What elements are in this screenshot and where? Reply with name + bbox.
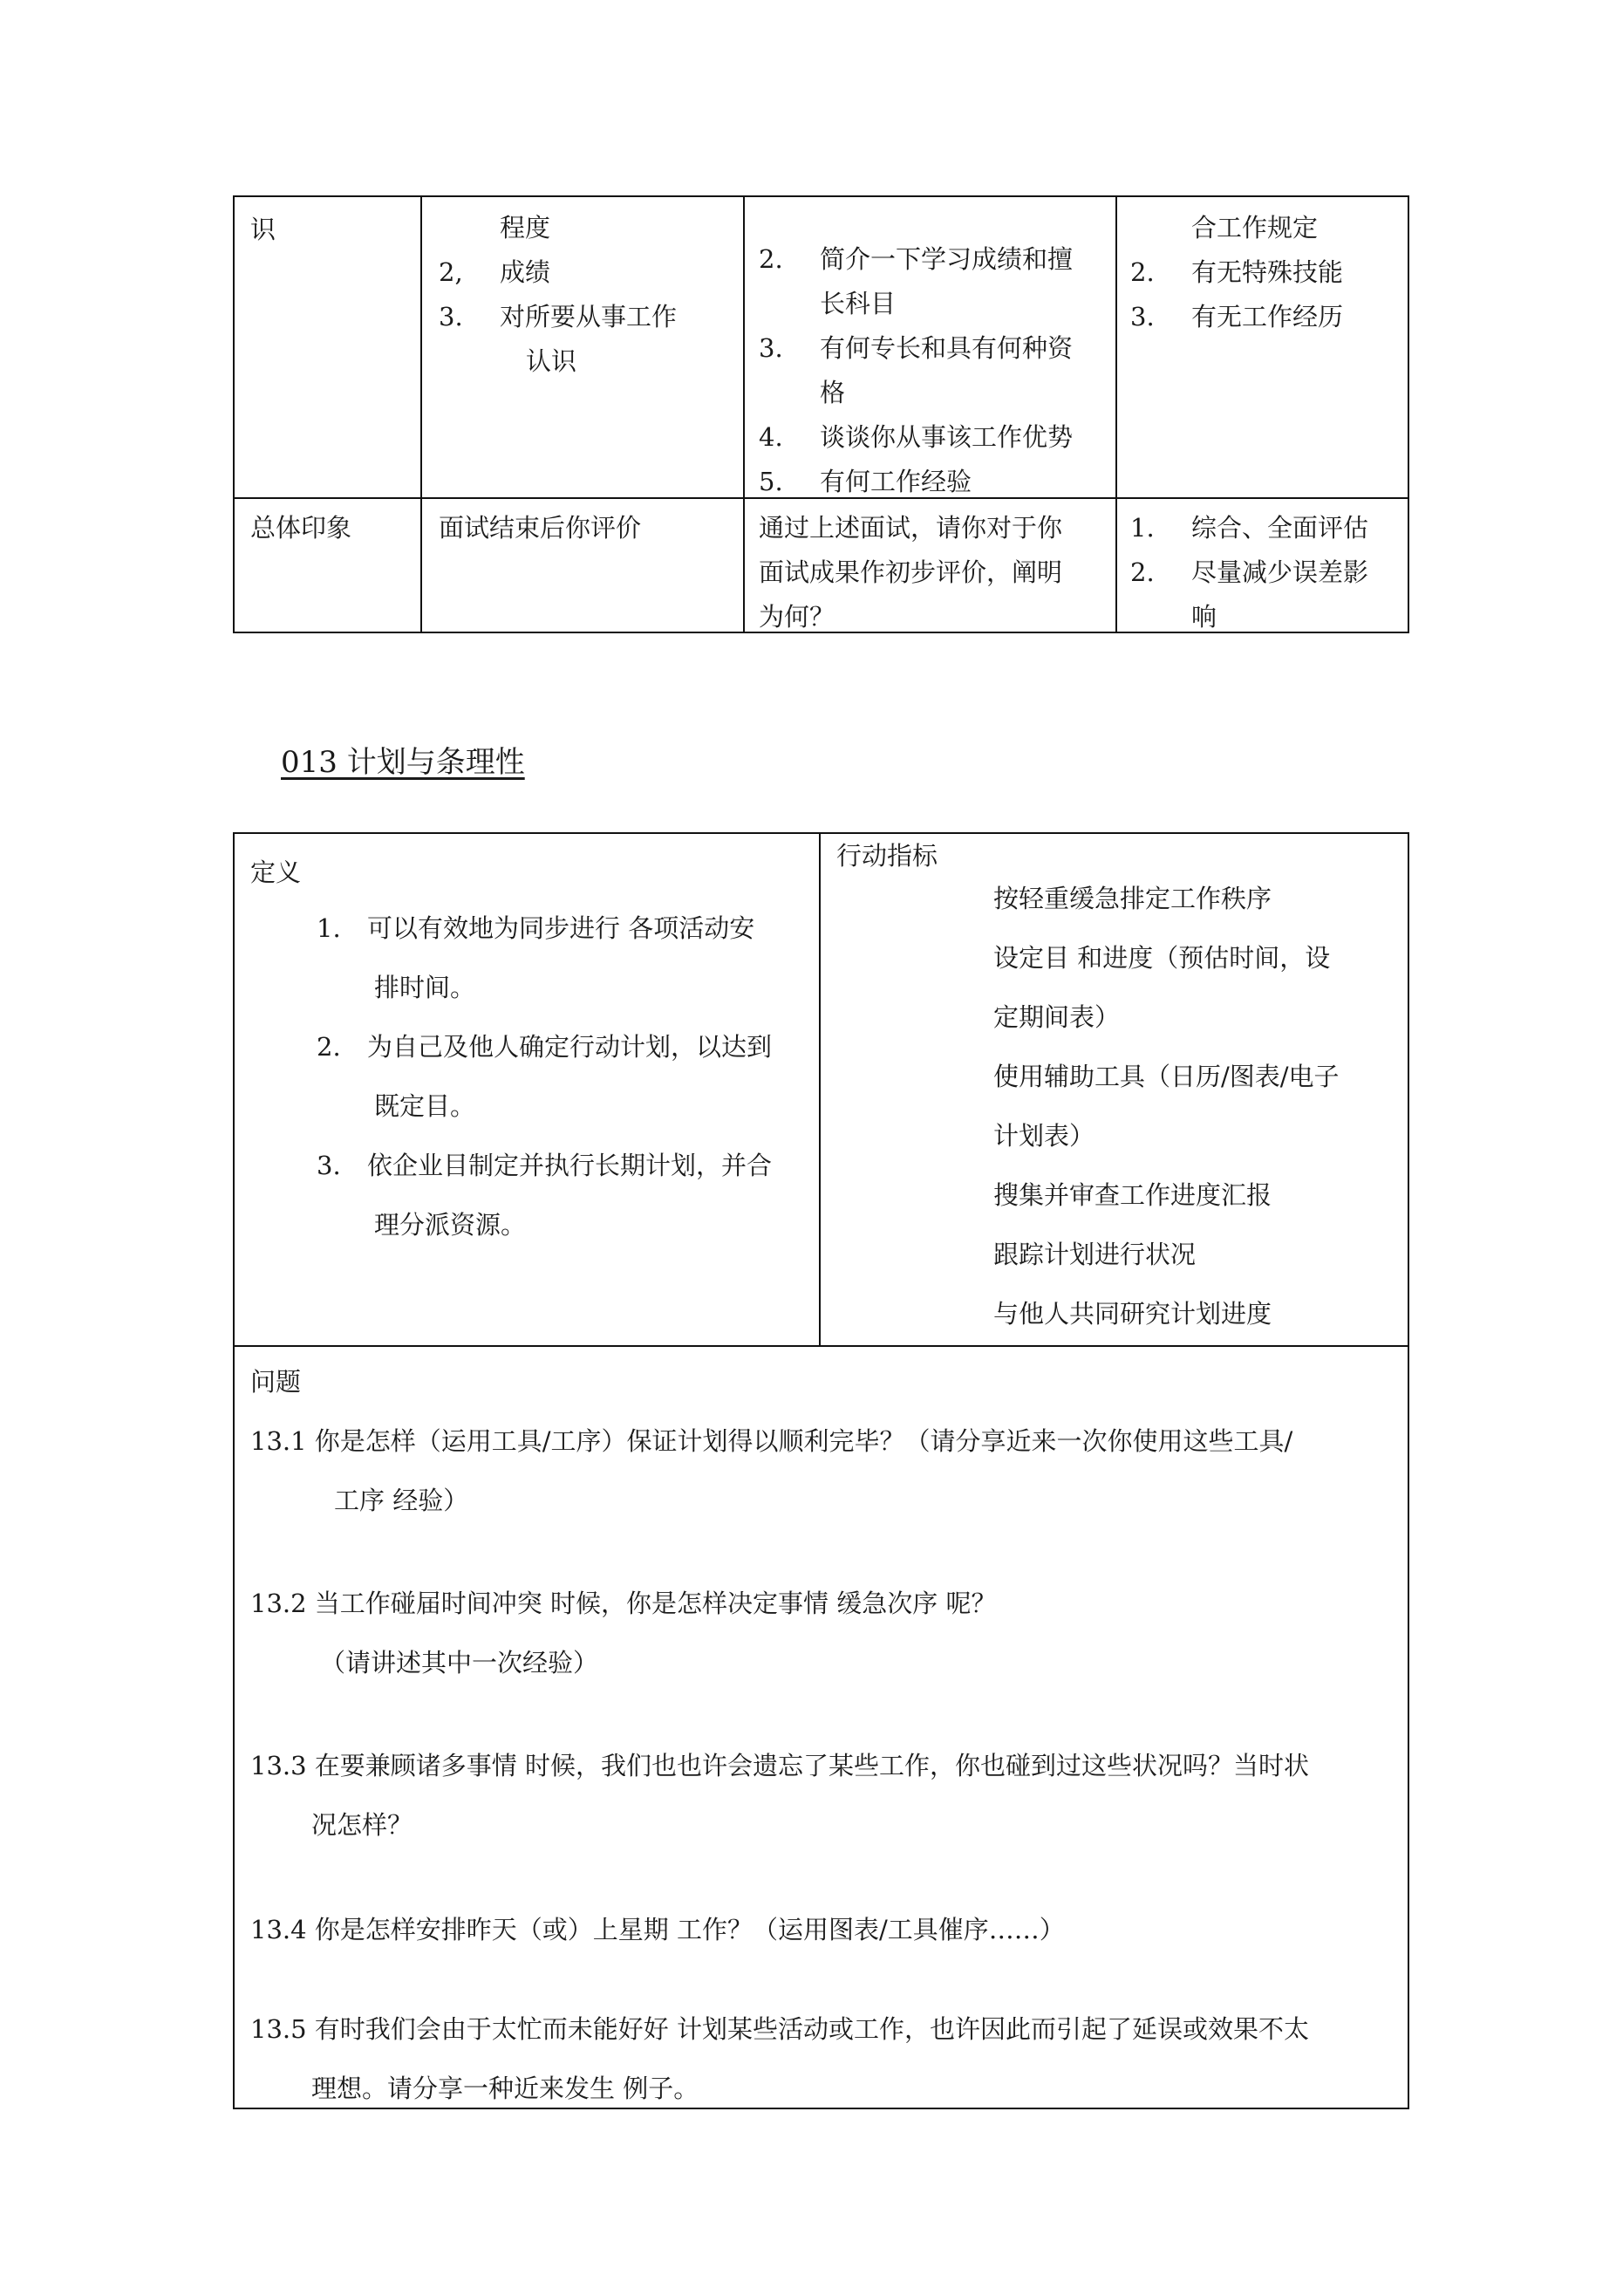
row2-col2: 面试结束后你评价: [439, 513, 642, 543]
item-number: 2.: [1130, 257, 1155, 287]
question-item: [250, 1736, 1401, 1855]
action-line: 计划表）: [993, 1121, 1095, 1151]
item-number: 1.: [1130, 513, 1155, 543]
row1-col2-lead: 程度: [500, 213, 551, 243]
row2-col1: 总体印象: [250, 513, 352, 543]
item-number: 3.: [1130, 302, 1155, 331]
question-item: [250, 1574, 1401, 1692]
question-text: 13.1 你是怎样（运用工具/工序）保证计划得以顺利完毕？（请分享近来一次你使用这些工具/: [250, 1426, 1293, 1456]
action-line: 按轻重缓急排定工作秩序: [993, 884, 1272, 913]
item-text: 依企业目制定并执行长期计划，并合: [367, 1151, 773, 1180]
row2-col3: [759, 506, 1108, 639]
item-text: 为自己及他人确定行动计划，以达到: [367, 1032, 773, 1062]
question-continuation: 况怎样？: [311, 1810, 413, 1840]
item-number: 2.: [1130, 557, 1155, 587]
action-line: 与他人共同研究计划进度: [993, 1299, 1272, 1329]
list-item: [1130, 250, 1401, 295]
text-line: 为何？: [759, 602, 835, 632]
list-item: [1130, 295, 1401, 339]
item-text: 成绩: [500, 257, 551, 287]
action-line: 搜集并审查工作进度汇报: [993, 1180, 1272, 1210]
item-continuation: 排时间。: [374, 973, 476, 1002]
question-text: 13.2 当工作碰届时间冲突 时候，你是怎样决定事情 缓急次序 呢？: [250, 1589, 997, 1618]
question-continuation: （请讲述其中一次经验）: [320, 1648, 599, 1678]
item-number: 5.: [759, 467, 783, 496]
list-item: [759, 460, 1108, 504]
action-line: 使用辅助工具（日历/图表/电子: [993, 1062, 1340, 1091]
item-continuation: 既定目。: [374, 1091, 476, 1121]
item-text: 有无特殊技能: [1191, 257, 1344, 287]
column-divider: [1115, 197, 1117, 632]
list-item: [759, 326, 1108, 415]
list-item: [759, 237, 1108, 326]
question-item: [250, 1999, 1401, 2118]
list-item: [317, 1136, 822, 1254]
question-item: [250, 1900, 1401, 1959]
definition-label: 定义: [250, 858, 302, 887]
item-text: 可以有效地为同步进行 各项活动安: [367, 913, 755, 943]
item-text: 对所要从事工作: [500, 302, 678, 331]
item-text: 谈谈你从事该工作优势: [820, 422, 1074, 452]
item-continuation: 长科目: [820, 289, 897, 318]
list-item: [439, 295, 735, 384]
column-divider: [420, 197, 422, 632]
row1-col3: [759, 237, 1108, 504]
row2-col4: [1130, 506, 1401, 639]
item-text: 有何专长和具有何种资: [820, 333, 1074, 363]
item-continuation: 响: [1191, 602, 1217, 632]
item-number: 2.: [317, 1032, 341, 1062]
list-item: [439, 250, 735, 295]
action-line: 跟踪计划进行状况: [993, 1240, 1197, 1269]
row-divider: [235, 1345, 1408, 1347]
list-item: [759, 415, 1108, 460]
item-number: 3.: [759, 333, 783, 363]
list-item: [317, 1017, 822, 1136]
interview-table-1: [233, 195, 1409, 633]
question-continuation: 理想。请分享一种近来发生 例子。: [311, 2074, 699, 2103]
action-line: 设定目 和进度（预估时间，设: [993, 943, 1331, 973]
interview-table-2: [233, 832, 1409, 2109]
row1-col4: [1130, 206, 1401, 339]
actions-label: 行动指标: [836, 841, 938, 871]
row1-col4-lead: 合工作规定: [1191, 213, 1319, 243]
question-text: 13.4 你是怎样安排昨天（或）上星期 工作？（运用图表/工具催序……）: [250, 1915, 1065, 1944]
item-text: 有何工作经验: [820, 467, 972, 496]
section-title: 013 计划与条理性: [281, 745, 525, 780]
questions-label: 问题: [250, 1367, 302, 1397]
list-item: [1130, 550, 1401, 639]
row1-col1: 识: [250, 215, 276, 244]
text-line: 面试成果作初步评价，阐明: [759, 557, 1063, 587]
row1-col2: [439, 206, 735, 384]
item-text: 有无工作经历: [1191, 302, 1344, 331]
question-text: 13.5 有时我们会由于太忙而未能好好 计划某些活动或工作，也许因此而引起了延误或效果不太: [250, 2014, 1310, 2044]
item-number: 3.: [317, 1151, 341, 1180]
question-continuation: 工序 经验）: [334, 1486, 469, 1515]
item-number: 2,: [439, 257, 463, 287]
question-item: [250, 1411, 1401, 1530]
item-number: 4.: [759, 422, 783, 452]
item-continuation: 理分派资源。: [374, 1210, 527, 1240]
item-text: 尽量减少误差影: [1191, 557, 1369, 587]
item-number: 1.: [317, 913, 341, 943]
question-text: 13.3 在要兼顾诸多事情 时候，我们也也许会遗忘了某些工作，你也碰到过这些状况吗？当时状: [250, 1751, 1310, 1780]
text-line: 通过上述面试，请你对于你: [759, 513, 1063, 543]
definition-list: [317, 899, 822, 1254]
item-text: 综合、全面评估: [1191, 513, 1369, 543]
actions-list: [993, 869, 1403, 1343]
item-number: 3.: [439, 302, 463, 331]
item-continuation: 认识: [526, 346, 577, 376]
list-item: [1130, 506, 1401, 550]
item-continuation: 格: [820, 378, 846, 407]
list-item: [317, 899, 822, 1017]
action-line: 定期间表）: [993, 1002, 1121, 1032]
item-number: 2.: [759, 244, 783, 274]
item-text: 简介一下学习成绩和擅: [820, 244, 1074, 274]
column-divider: [743, 197, 745, 632]
